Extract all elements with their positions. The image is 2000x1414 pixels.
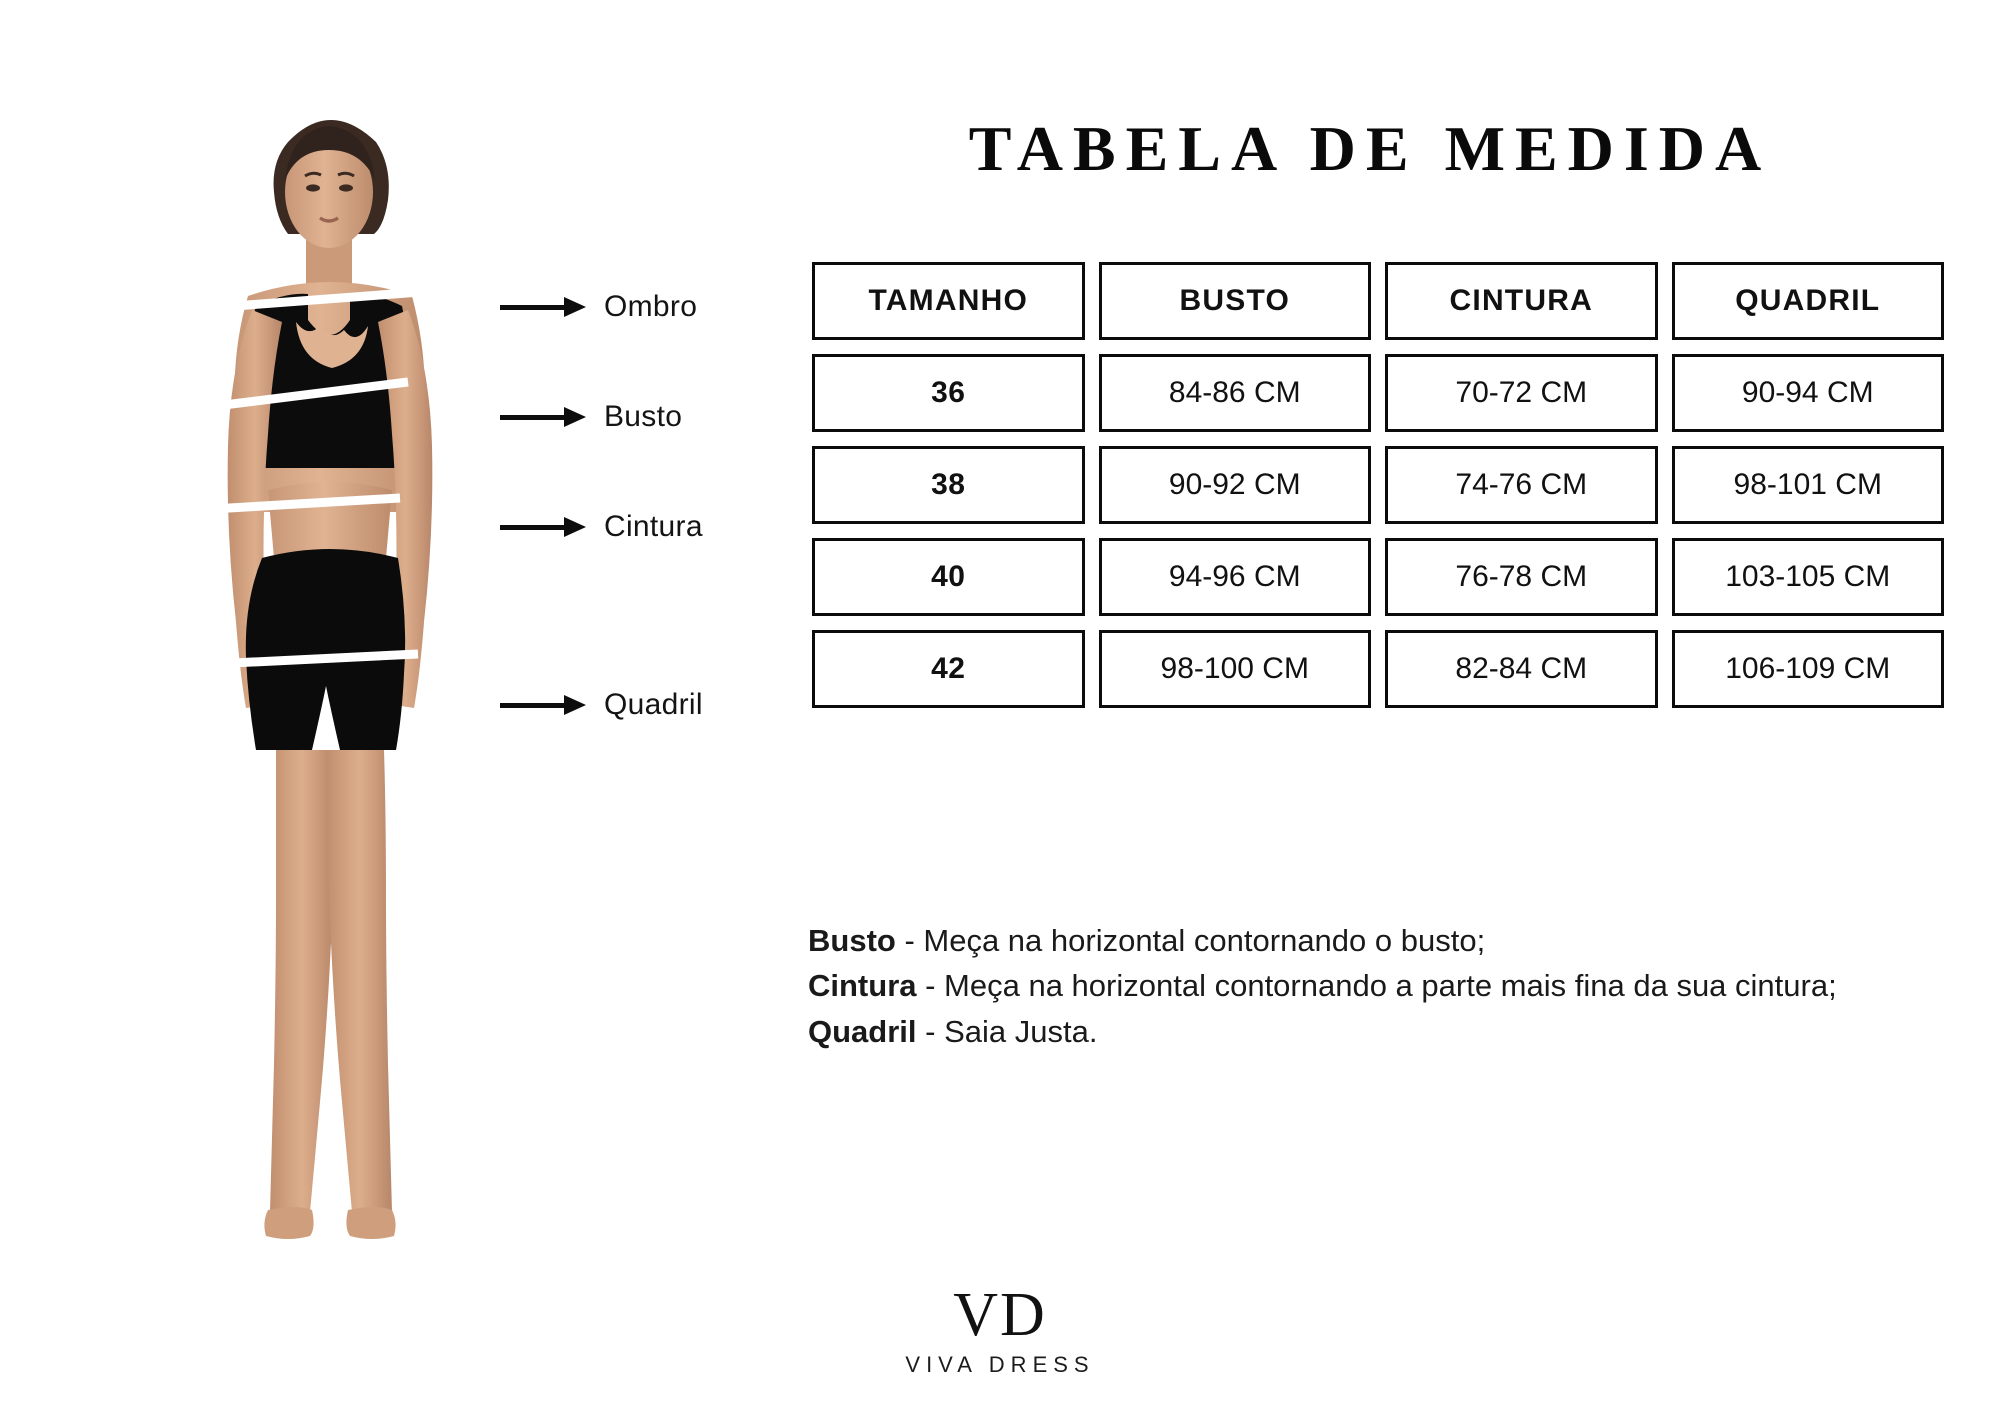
- content-panel: [760, 0, 2000, 1414]
- callout-label-cintura: Cintura: [604, 510, 703, 543]
- instruction-text-cintura: - Meça na horizontal contornando a parte mais fina da sua cintura;: [916, 968, 1837, 1004]
- arrow-right-icon: [500, 695, 586, 715]
- instruction-text-quadril: - Saia Justa.: [916, 1013, 1098, 1049]
- measuring-instructions: [808, 918, 1998, 1054]
- cell-size: 38: [812, 446, 1085, 524]
- cell-bust: 98-100 CM: [1099, 630, 1372, 708]
- cell-waist: 76-78 CM: [1385, 538, 1658, 616]
- callout-cintura: [500, 510, 703, 544]
- callout-ombro: [500, 290, 697, 324]
- cell-hip: 103-105 CM: [1672, 538, 1945, 616]
- arrow-right-icon: [500, 517, 586, 537]
- figure-panel: [0, 0, 760, 1414]
- column-header-cintura: CINTURA: [1385, 262, 1658, 340]
- table-row: [812, 354, 1944, 432]
- model-illustration: [120, 60, 540, 1380]
- table-row: [812, 630, 1944, 708]
- brand-name: VIVA DRESS: [905, 1352, 1095, 1377]
- instruction-label-busto: Busto: [808, 923, 896, 958]
- cell-hip: 90-94 CM: [1672, 354, 1945, 432]
- arrow-right-icon: [500, 407, 586, 427]
- table-row: [812, 538, 1944, 616]
- instruction-text-busto: - Meça na horizontal contornando o busto;: [895, 923, 1486, 958]
- callout-busto: [500, 400, 682, 434]
- cell-waist: 74-76 CM: [1385, 446, 1658, 524]
- instruction-label-cintura: Cintura: [808, 968, 917, 1004]
- instruction-line-cintura: [808, 963, 1998, 1008]
- table-header-row: [812, 262, 1944, 340]
- column-header-busto: BUSTO: [1099, 262, 1372, 340]
- size-chart-table: [798, 248, 1958, 722]
- callout-label-quadril: Quadril: [604, 688, 703, 721]
- column-header-tamanho: TAMANHO: [812, 262, 1085, 340]
- brand-footer: [0, 1281, 2000, 1378]
- page-title: TABELA DE MEDIDA: [968, 113, 1772, 184]
- column-header-quadril: QUADRIL: [1672, 262, 1945, 340]
- cell-bust: 94-96 CM: [1099, 538, 1372, 616]
- instruction-line-quadril: [808, 1009, 1998, 1054]
- cell-bust: 90-92 CM: [1099, 446, 1372, 524]
- instruction-label-quadril: Quadril: [808, 1013, 917, 1049]
- callout-label-busto: Busto: [604, 400, 683, 433]
- arrow-right-icon: [500, 297, 586, 317]
- instruction-line-busto: [808, 918, 1998, 963]
- cell-bust: 84-86 CM: [1099, 354, 1372, 432]
- table-row: [812, 446, 1944, 524]
- cell-hip: 106-109 CM: [1672, 630, 1945, 708]
- cell-hip: 98-101 CM: [1672, 446, 1945, 524]
- cell-size: 36: [812, 354, 1085, 432]
- cell-size: 42: [812, 630, 1085, 708]
- callout-quadril: [500, 688, 703, 722]
- cell-size: 40: [812, 538, 1085, 616]
- brand-monogram-icon: VD: [953, 1281, 1047, 1349]
- cell-waist: 82-84 CM: [1385, 630, 1658, 708]
- cell-waist: 70-72 CM: [1385, 354, 1658, 432]
- callout-label-ombro: Ombro: [604, 290, 698, 323]
